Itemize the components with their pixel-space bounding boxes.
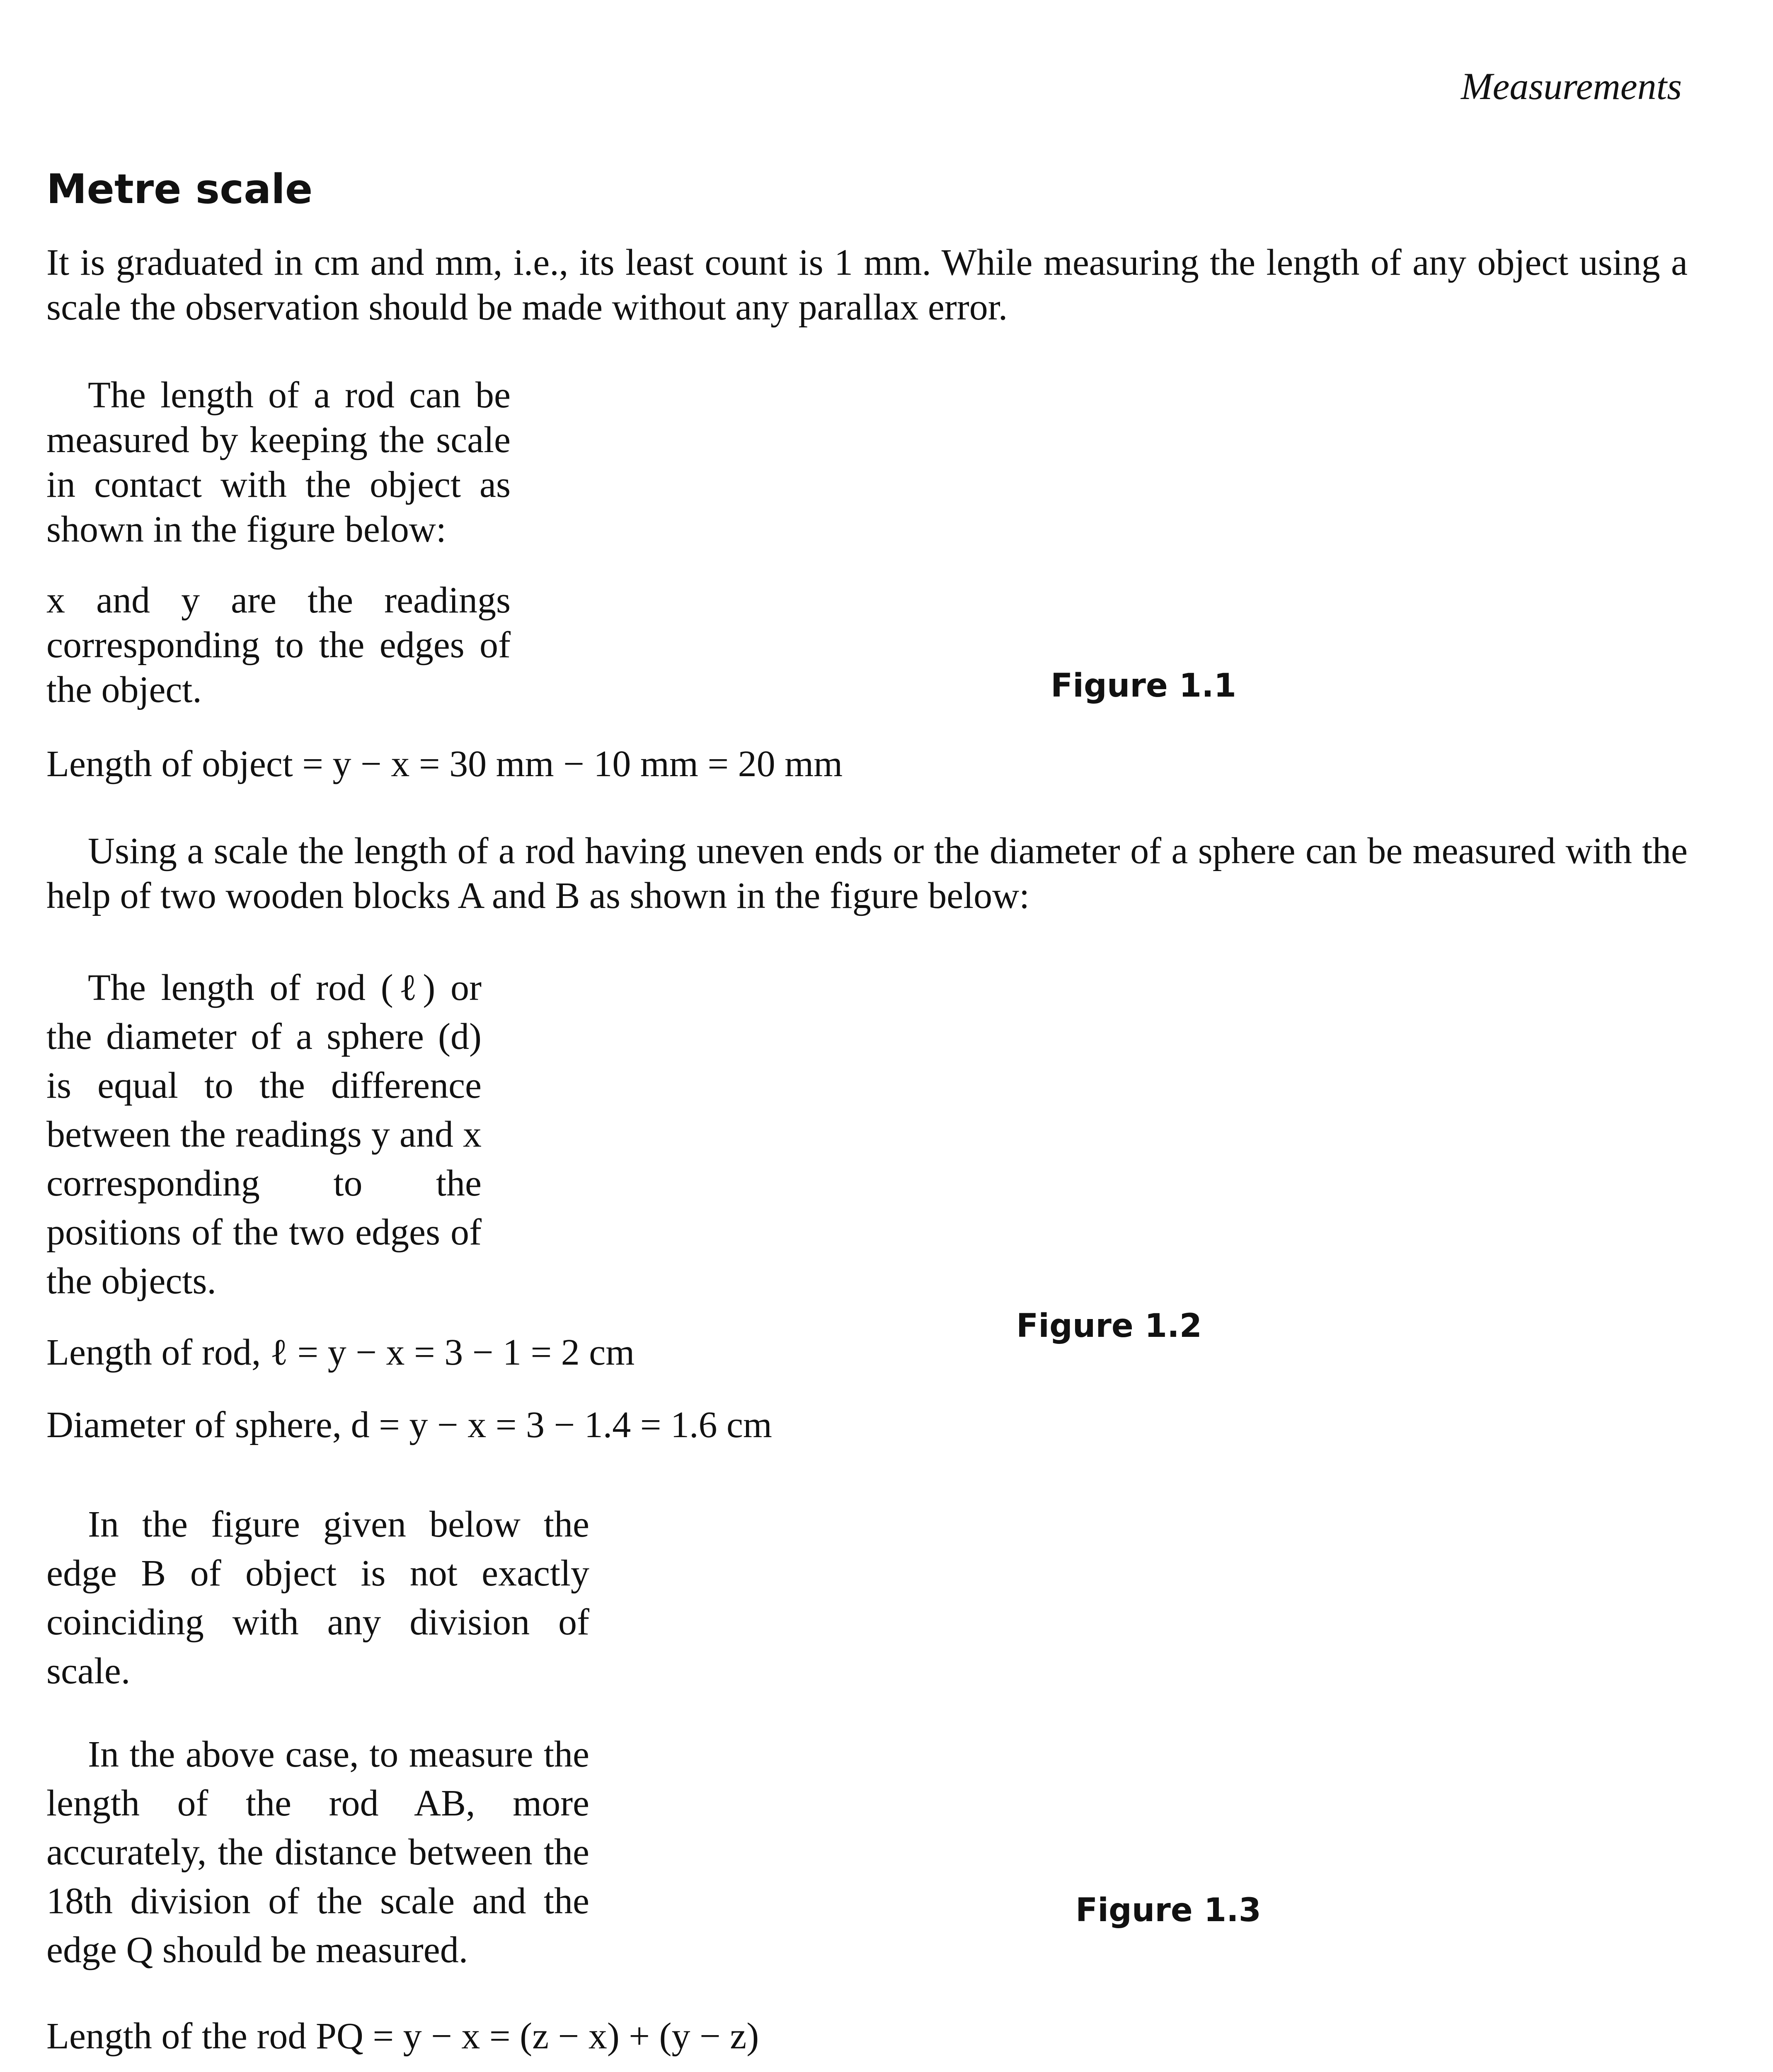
rod-diameter-paragraph: The length of rod (ℓ) or the diameter of a sphere (d) is equal to the difference between the readings y and x corresponding to the positions of the two edges of the objects. (46, 967, 482, 1302)
edge-b-paragraph: In the figure given below the edge B of object is not exactly coinciding with any division of scale. (46, 1504, 589, 1692)
rod-measurement-paragraph: The length of a rod can be measured by keeping the scale in contact with the object as shown in the figure below: (46, 375, 511, 550)
sphere-diameter-equation: Diameter of sphere, d = y − x = 3 − 1.4 = 1.6 cm (46, 1404, 772, 1445)
figure-1-3-caption: Figure 1.3 (1075, 1892, 1262, 1929)
rod-length-equation: Length of rod, ℓ = y − x = 3 − 1 = 2 cm (46, 1332, 635, 1373)
figure-1-2-caption: Figure 1.2 (1016, 1307, 1202, 1345)
intro-paragraph: It is graduated in cm and mm, i.e., its least count is 1 mm. While measuring the length of any object using a scale the observation should be made without any parallax error. (46, 242, 1688, 328)
wooden-blocks-paragraph: Using a scale the length of a rod having uneven ends or the diameter of a sphere can be measured with the help of two wooden blocks A and B as shown in the figure below: (46, 830, 1688, 916)
section-heading: Metre scale (46, 166, 313, 213)
readings-paragraph: x and y are the readings corresponding to the edges of the object. (46, 580, 511, 710)
figure-1-1-caption: Figure 1.1 (1051, 667, 1237, 704)
rod-pq-equation: Length of the rod PQ = y − x = (z − x) + (y − z) (46, 2016, 759, 2057)
accurate-measure-paragraph: In the above case, to measure the length of the rod AB, more accurately, the distance between the 18th division of the scale and the edge Q should be measured. (46, 1734, 589, 1970)
running-header: Measurements (1461, 65, 1682, 107)
object-length-equation: Length of object = y − x = 30 mm − 10 mm = 20 mm (46, 743, 843, 784)
